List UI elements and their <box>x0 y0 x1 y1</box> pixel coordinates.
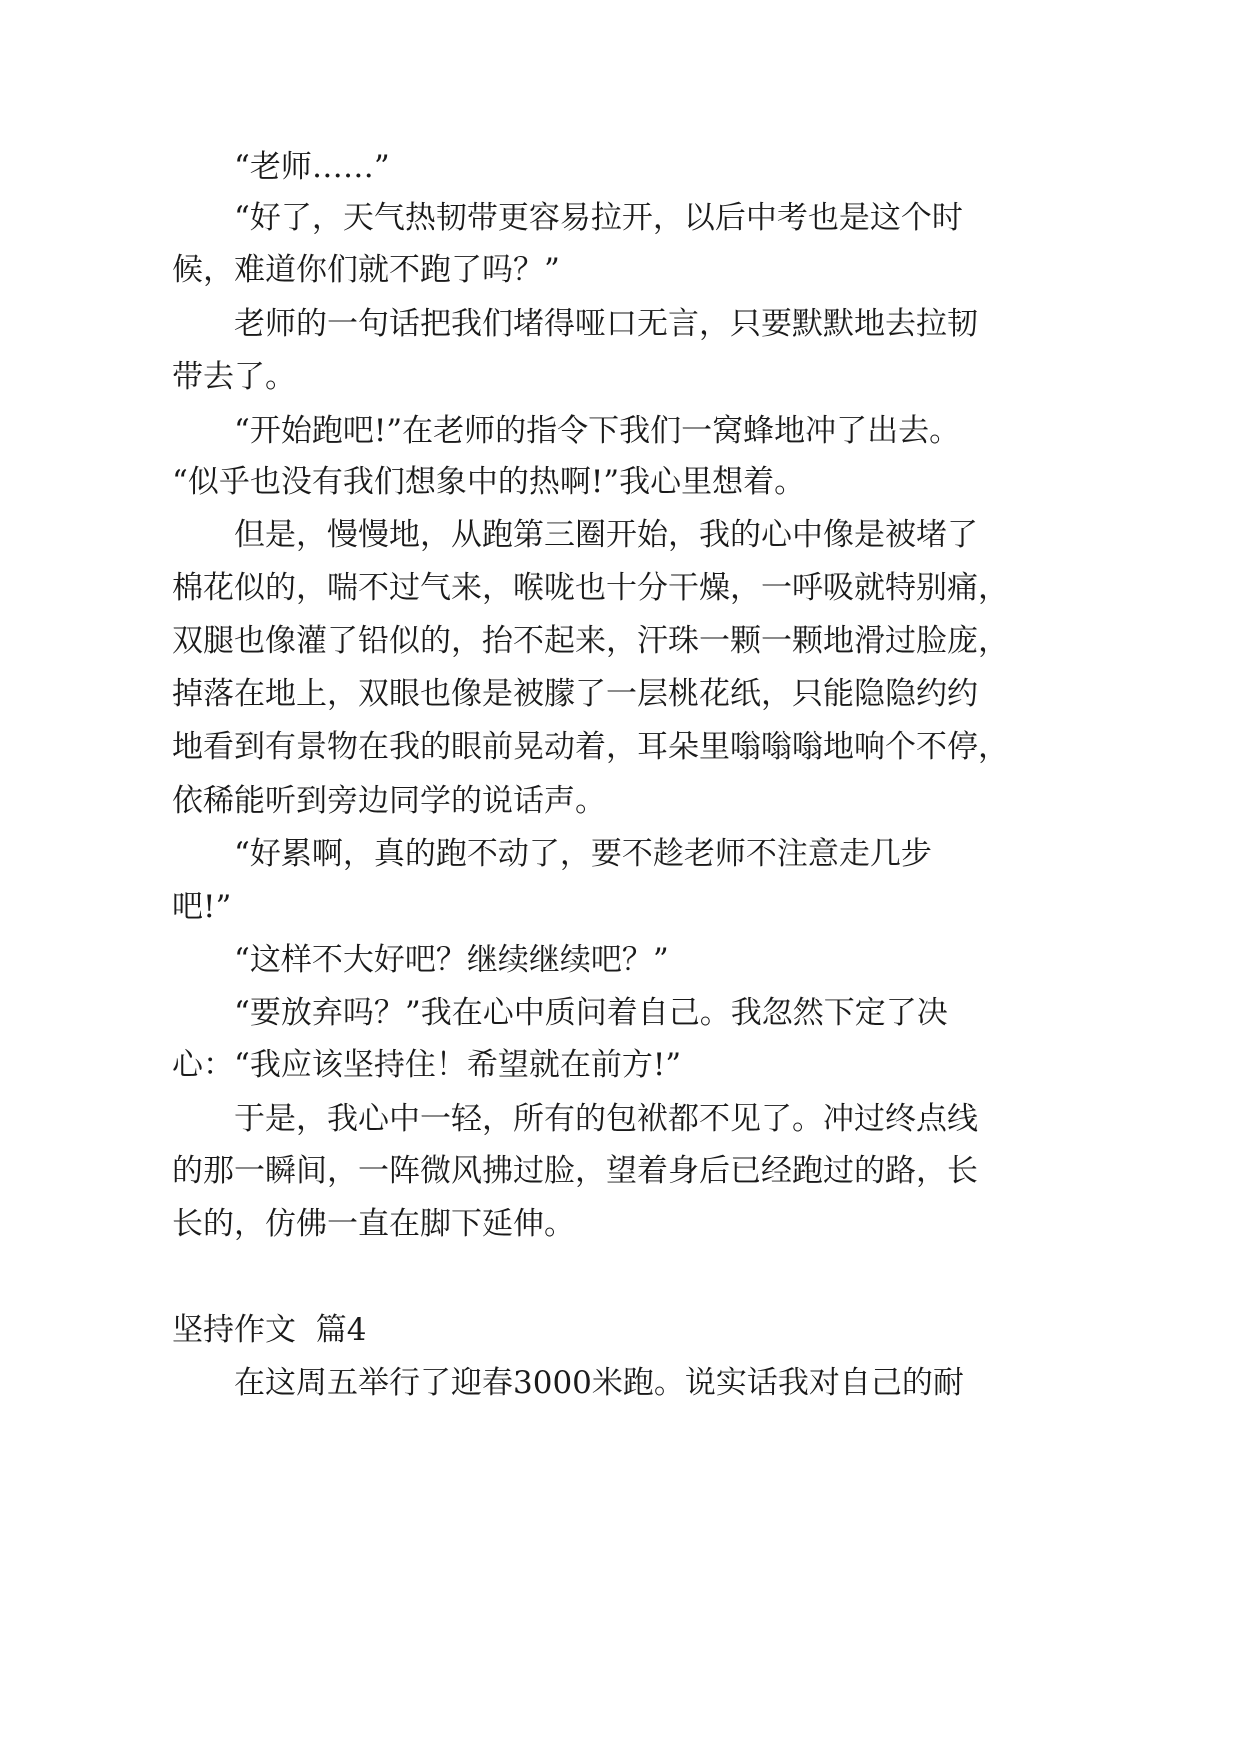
text-line: 但是，慢慢地，从跑第三圈开始，我的心中像是被堵了 <box>234 517 978 553</box>
text-line: 在这周五举行了迎春3000米跑。说实话我对自己的耐 <box>234 1365 964 1401</box>
text-line: 棉花似的，喘不过气来，喉咙也十分干燥，一呼吸就特别痛， <box>172 570 1009 606</box>
text-line: 的那一瞬间，一阵微风拂过脸，望着身后已经跑过的路，长 <box>172 1153 978 1189</box>
text-line: “这样不大好吧？继续继续吧？” <box>234 942 669 978</box>
section-heading: 坚持作文 篇4 <box>172 1312 367 1348</box>
text-line: 依稀能听到旁边同学的说话声。 <box>172 783 606 819</box>
text-line: 候，难道你们就不跑了吗？” <box>172 252 560 288</box>
text-line: 掉落在地上，双眼也像是被朦了一层桃花纸，只能隐隐约约 <box>172 676 978 712</box>
text-line: 带去了。 <box>172 359 296 395</box>
text-line: “开始跑吧!”在老师的指令下我们一窝蜂地冲了出去。 <box>234 413 961 449</box>
text-line: 心：“我应该坚持住！希望就在前方!” <box>172 1047 682 1083</box>
text-line: “似乎也没有我们想象中的热啊!”我心里想着。 <box>172 464 806 500</box>
text-line: 于是，我心中一轻，所有的包袱都不见了。冲过终点线 <box>234 1101 978 1137</box>
text-line: “要放弃吗？”我在心中质问着自己。我忽然下定了决 <box>234 995 948 1031</box>
text-line: “好了，天气热韧带更容易拉开，以后中考也是这个时 <box>234 200 963 236</box>
text-line: 双腿也像灌了铅似的，抬不起来，汗珠一颗一颗地滑过脸庞， <box>172 623 1009 659</box>
text-line: 老师的一句话把我们堵得哑口无言，只要默默地去拉韧 <box>234 306 978 342</box>
text-line: 长的，仿佛一直在脚下延伸。 <box>172 1206 575 1242</box>
text-line: “好累啊，真的跑不动了，要不趁老师不注意走几步 <box>234 836 932 872</box>
text-line: 吧!” <box>172 889 232 925</box>
text-line: “老师……” <box>234 149 390 185</box>
text-line: 地看到有景物在我的眼前晃动着，耳朵里嗡嗡嗡地响个不停， <box>172 729 1009 765</box>
